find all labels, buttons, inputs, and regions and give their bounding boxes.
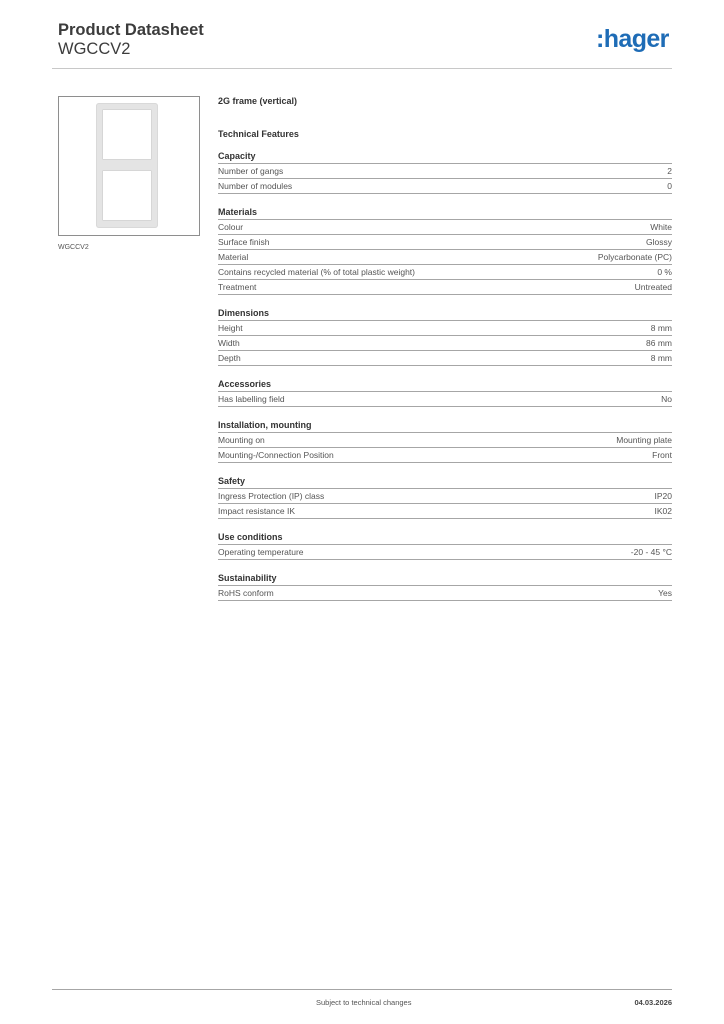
section-heading: Safety: [218, 475, 672, 489]
section-spacer: [218, 463, 672, 472]
spec-value: Polycarbonate (PC): [597, 252, 672, 262]
spec-label: Impact resistance IK: [218, 506, 296, 516]
spec-section: [218, 531, 672, 569]
spec-row: [218, 351, 672, 366]
header-divider: [52, 68, 672, 69]
spec-label: Contains recycled material (% of total plastic weight): [218, 267, 415, 277]
spec-value: Front: [652, 450, 672, 460]
spec-value: Mounting plate: [616, 435, 672, 445]
section-spacer: [218, 560, 672, 569]
spec-label: Number of gangs: [218, 166, 284, 176]
spec-label: Colour: [218, 222, 244, 232]
spec-value: IP20: [654, 491, 672, 501]
spec-section: [218, 475, 672, 528]
hager-logo: :hager: [596, 25, 669, 53]
spec-value: No: [661, 394, 672, 404]
spec-section: [218, 150, 672, 203]
section-heading: Materials: [218, 206, 672, 220]
spec-value: 0 %: [657, 267, 672, 277]
spec-row: [218, 489, 672, 504]
product-image: [58, 96, 200, 236]
section-heading: Dimensions: [218, 307, 672, 321]
spec-row: [218, 265, 672, 280]
spec-row: [218, 179, 672, 194]
spec-row: [218, 448, 672, 463]
spec-value: White: [650, 222, 672, 232]
section-spacer: [218, 366, 672, 375]
product-name: 2G frame (vertical): [218, 96, 298, 106]
spec-label: Ingress Protection (IP) class: [218, 491, 325, 501]
spec-row: [218, 321, 672, 336]
spec-label: Material: [218, 252, 249, 262]
spec-label: Surface finish: [218, 237, 270, 247]
spec-label: Treatment: [218, 282, 257, 292]
spec-label: Number of modules: [218, 181, 293, 191]
section-spacer: [218, 601, 672, 610]
section-spacer: [218, 295, 672, 304]
spec-label: Mounting on: [218, 435, 265, 445]
section-spacer: [218, 194, 672, 203]
spec-content: [218, 96, 672, 610]
footer-divider: [52, 989, 672, 990]
spec-value: IK02: [654, 506, 672, 516]
spec-value: -20 - 45 °C: [630, 547, 672, 557]
spec-row: [218, 433, 672, 448]
spec-section: [218, 378, 672, 416]
spec-value: 8 mm: [650, 323, 672, 333]
section-spacer: [218, 519, 672, 528]
spec-value: 2: [667, 166, 672, 176]
spec-row: [218, 545, 672, 560]
spec-label: Mounting-/Connection Position: [218, 450, 334, 460]
spec-label: Has labelling field: [218, 394, 285, 404]
document-title: Product Datasheet: [58, 21, 204, 39]
spec-row: [218, 220, 672, 235]
section-heading: Accessories: [218, 378, 672, 392]
section-heading: Installation, mounting: [218, 419, 672, 433]
spec-row: [218, 250, 672, 265]
spec-label: Width: [218, 338, 240, 348]
spec-row: [218, 504, 672, 519]
spec-section: [218, 206, 672, 304]
spec-value: Yes: [658, 588, 672, 598]
frame-window-top: [102, 109, 152, 160]
section-heading: Sustainability: [218, 572, 672, 586]
spec-sections: [218, 150, 672, 610]
spec-row: [218, 280, 672, 295]
spec-value: 86 mm: [646, 338, 672, 348]
frame-illustration: [96, 103, 158, 228]
spec-label: Operating temperature: [218, 547, 304, 557]
section-heading: Use conditions: [218, 531, 672, 545]
product-code: WGCCV2: [58, 40, 131, 58]
spec-label: RoHS conform: [218, 588, 274, 598]
spec-label: Depth: [218, 353, 241, 363]
spec-section: [218, 572, 672, 610]
spec-row: [218, 235, 672, 250]
footer-note: Subject to technical changes: [316, 998, 412, 1007]
spec-label: Height: [218, 323, 243, 333]
spec-section: [218, 419, 672, 472]
spec-row: [218, 586, 672, 601]
spec-section: [218, 307, 672, 375]
footer-date: 04.03.2026: [634, 998, 672, 1007]
spec-value: Untreated: [634, 282, 672, 292]
spec-row: [218, 336, 672, 351]
spec-row: [218, 164, 672, 179]
frame-window-bottom: [102, 170, 152, 221]
technical-features-heading: Technical Features: [218, 129, 299, 139]
product-image-caption: WGCCV2: [58, 244, 89, 251]
spec-row: [218, 392, 672, 407]
spec-value: 8 mm: [650, 353, 672, 363]
section-spacer: [218, 407, 672, 416]
spec-value: 0: [667, 181, 672, 191]
spec-value: Glossy: [646, 237, 672, 247]
section-heading: Capacity: [218, 150, 672, 164]
